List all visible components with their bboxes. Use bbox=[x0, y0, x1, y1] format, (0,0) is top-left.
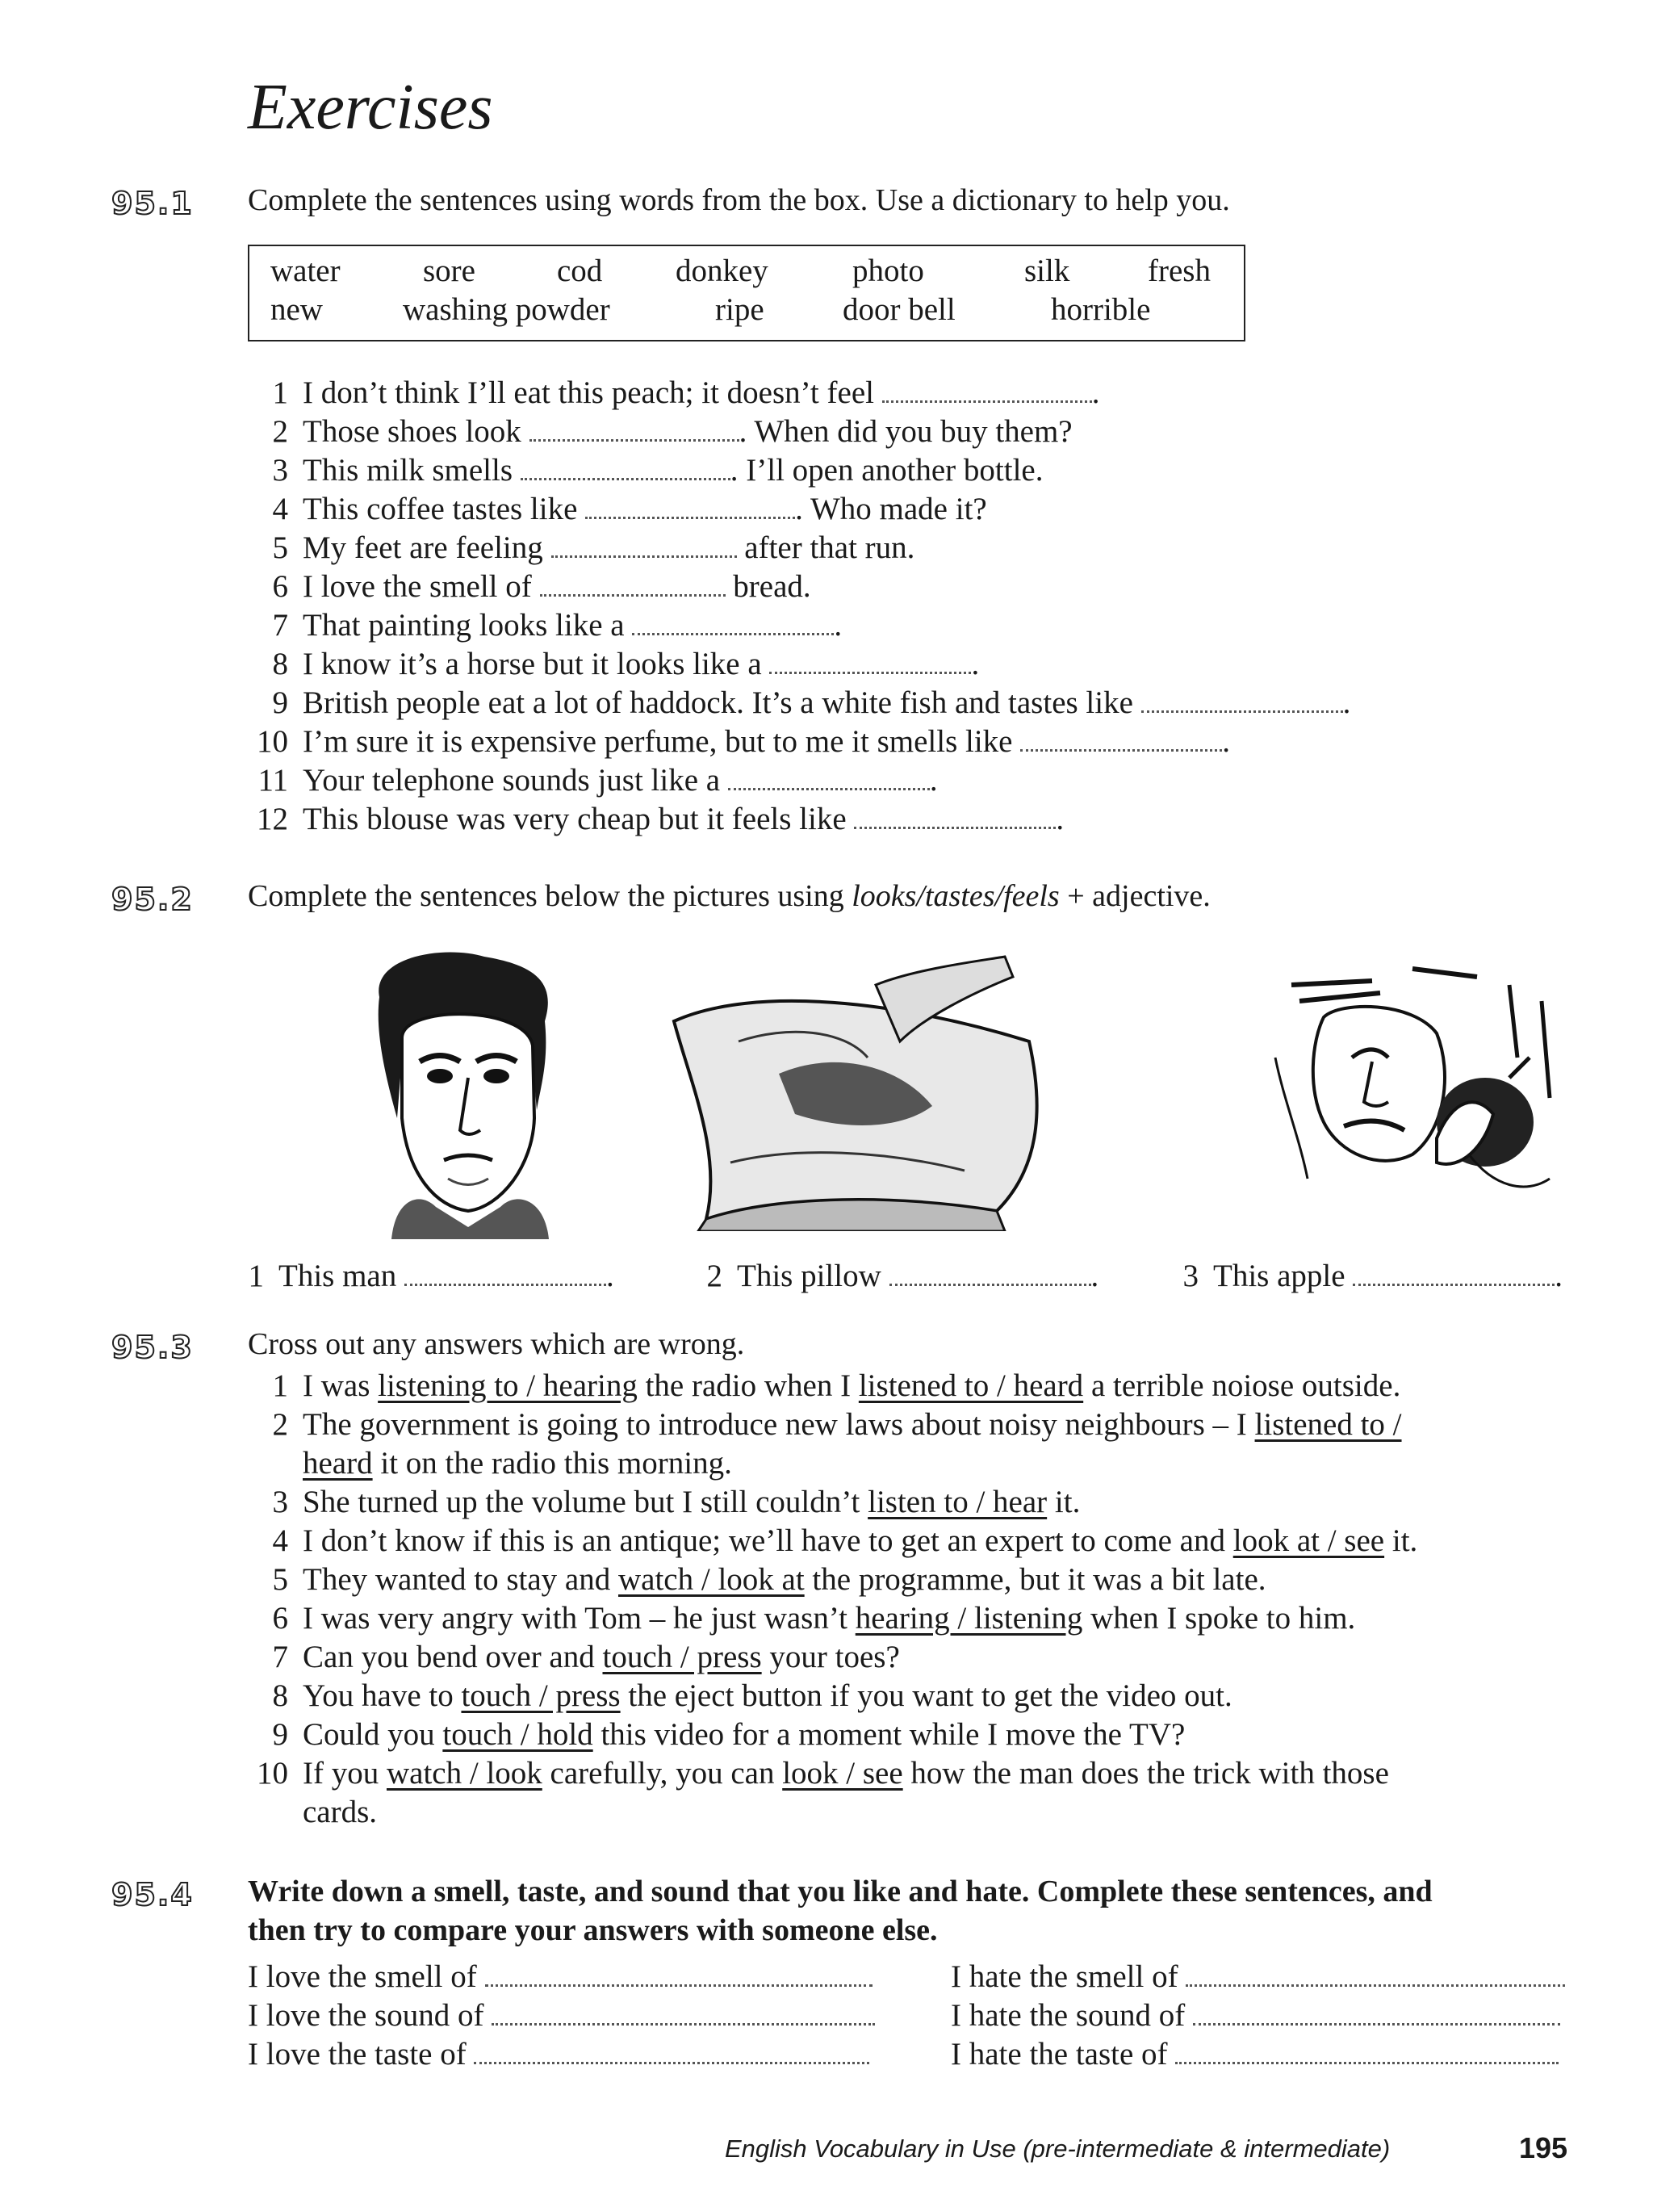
prompt-text: I hate the sound of bbox=[951, 1998, 1186, 2033]
sentence bbox=[248, 491, 987, 527]
answer-blank[interactable] bbox=[529, 433, 739, 442]
love-line bbox=[248, 2036, 869, 2072]
sentence-text: She turned up the volume but I still couldn’t bbox=[303, 1485, 868, 1519]
box-word: cod bbox=[557, 253, 603, 288]
sentence-text: . bbox=[929, 763, 938, 798]
hate-line bbox=[951, 2036, 1559, 2072]
sentence-text: You have to bbox=[303, 1678, 462, 1713]
sentence-number: 8 bbox=[272, 1678, 288, 1713]
exercise-instruction-95-4: Write down a smell, taste, and sound that you like and hate. Complete these sentences, and bbox=[248, 1875, 1433, 1908]
sentence-text: bread. bbox=[733, 569, 811, 604]
sentence-text: If you bbox=[303, 1756, 387, 1791]
sentence-continuation bbox=[248, 1445, 732, 1481]
box-word: door bell bbox=[843, 292, 956, 327]
sentence bbox=[248, 1406, 1402, 1443]
sentence-number: 3 bbox=[272, 453, 288, 488]
box-word: ripe bbox=[715, 292, 764, 327]
answer-choice[interactable]: listened to / bbox=[1254, 1407, 1402, 1442]
sentence-text: . bbox=[1222, 724, 1230, 759]
box-word: fresh bbox=[1148, 253, 1211, 288]
sentence bbox=[248, 685, 1350, 721]
sentence-number: 7 bbox=[272, 608, 288, 643]
page-title: Exercises bbox=[248, 72, 493, 143]
answer-blank[interactable] bbox=[769, 665, 971, 674]
answer-choice[interactable]: touch / press bbox=[602, 1640, 762, 1674]
instruction-text: + adjective. bbox=[1059, 879, 1211, 913]
box-word: silk bbox=[1024, 253, 1070, 288]
sentence-text: I don’t know if this is an antique; we’ll have to get an expert to come and bbox=[303, 1523, 1233, 1558]
sentence bbox=[248, 723, 1230, 760]
sentence-text: British people eat a lot of haddock. It’s a white fish and tastes like bbox=[303, 685, 1133, 720]
answer-choice[interactable]: watch / look at bbox=[617, 1562, 805, 1597]
sentence-text: They wanted to stay and bbox=[303, 1562, 618, 1597]
picture-caption-2 bbox=[706, 1258, 1099, 1294]
answer-choice[interactable]: hearing / listening bbox=[855, 1601, 1083, 1636]
answer-blank[interactable] bbox=[1141, 704, 1343, 713]
answer-choice[interactable]: touch / press bbox=[461, 1678, 621, 1713]
sentence-number: 8 bbox=[272, 647, 288, 681]
sentence-text: the eject button if you want to get the video out. bbox=[620, 1678, 1232, 1713]
sentence-continuation bbox=[248, 1794, 377, 1830]
sentence-text: Could you bbox=[303, 1717, 443, 1752]
hate-line bbox=[951, 1997, 1560, 2034]
box-word: sore bbox=[423, 253, 475, 288]
sentence-text: I’m sure it is expensive perfume, but to me it smells like bbox=[303, 724, 1013, 759]
answer-blank[interactable] bbox=[540, 588, 726, 597]
sentence bbox=[248, 530, 914, 566]
sentence-text: Those shoes look bbox=[303, 414, 521, 449]
sentence bbox=[248, 1600, 1355, 1636]
sentence-number: 3 bbox=[272, 1485, 288, 1519]
sentence-text: This coffee tastes like bbox=[303, 492, 578, 526]
sentence-text: when I spoke to him. bbox=[1082, 1601, 1356, 1636]
prompt-text: I hate the taste of bbox=[951, 2037, 1168, 2072]
sentence-text: I love the smell of bbox=[303, 569, 532, 604]
word-box bbox=[248, 245, 1245, 341]
sentence-number: 10 bbox=[257, 724, 288, 759]
sentence bbox=[248, 1561, 1266, 1598]
apple-taster-illustration bbox=[1251, 936, 1590, 1239]
answer-blank[interactable] bbox=[854, 820, 1056, 829]
sentence-number: 6 bbox=[272, 1601, 288, 1636]
caption-number: 3 bbox=[1182, 1259, 1199, 1293]
answer-blank[interactable] bbox=[1020, 743, 1222, 752]
sentence-text: . I’ll open another bottle. bbox=[730, 453, 1044, 488]
sentence-number: 1 bbox=[272, 1368, 288, 1403]
sentence-text: after that run. bbox=[744, 530, 915, 565]
sentence-text: your toes? bbox=[761, 1640, 900, 1674]
answer-blank[interactable] bbox=[1193, 2017, 1560, 2026]
answer-choice[interactable]: heard bbox=[303, 1446, 373, 1481]
sentence-text: . bbox=[1091, 375, 1100, 410]
answer-blank[interactable] bbox=[728, 781, 930, 790]
sentence-text: Your telephone sounds just like a bbox=[303, 763, 721, 798]
sentence bbox=[248, 1639, 900, 1675]
box-word: water bbox=[270, 253, 341, 288]
sentence-number: 2 bbox=[272, 414, 288, 449]
exercise-instruction-95-4-cont: then try to compare your answers with someone else. bbox=[248, 1913, 938, 1947]
box-word: donkey bbox=[676, 253, 768, 288]
caption-number: 2 bbox=[706, 1259, 722, 1293]
sentence-text: this video for a moment while I move the TV? bbox=[592, 1717, 1186, 1752]
book-title-footer: English Vocabulary in Use (pre-intermediate & intermediate) bbox=[725, 2134, 1391, 2163]
answer-choice[interactable]: look at / see bbox=[1232, 1523, 1385, 1558]
sentence-text: the radio when I bbox=[637, 1368, 859, 1403]
answer-blank[interactable] bbox=[474, 2055, 869, 2064]
instruction-emphasis: looks/tastes/feels bbox=[852, 879, 1060, 913]
answer-blank[interactable] bbox=[1186, 1978, 1565, 1987]
answer-choice[interactable]: listened to / heard bbox=[858, 1368, 1084, 1403]
sentence bbox=[248, 1678, 1232, 1714]
prompt-text: I hate the smell of bbox=[951, 1959, 1178, 1994]
sentence bbox=[248, 413, 1073, 450]
sentence bbox=[248, 646, 979, 682]
instruction-text: Complete the sentences below the pictures using bbox=[248, 879, 852, 913]
caption-text: . bbox=[1090, 1259, 1099, 1293]
sentence bbox=[248, 452, 1043, 488]
sentence bbox=[248, 1716, 1185, 1753]
sentence-text: . When did you buy them? bbox=[739, 414, 1073, 449]
answer-blank[interactable] bbox=[492, 2017, 875, 2026]
exercise-instruction-95-1: Complete the sentences using words from the box. Use a dictionary to help you. bbox=[248, 183, 1230, 217]
answer-blank[interactable] bbox=[1175, 2055, 1559, 2064]
sentence-number: 2 bbox=[272, 1407, 288, 1442]
answer-blank[interactable] bbox=[585, 510, 795, 519]
sentence-number: 9 bbox=[272, 685, 288, 720]
sentence bbox=[248, 1484, 1080, 1520]
answer-choice[interactable]: watch / look bbox=[386, 1756, 542, 1791]
box-word: photo bbox=[852, 253, 924, 288]
sentence-text: it on the radio this morning. bbox=[372, 1446, 732, 1481]
exercise-instruction-95-2 bbox=[248, 878, 1211, 914]
sentence-text: I was very angry with Tom – he just wasn’t bbox=[303, 1601, 856, 1636]
answer-blank[interactable] bbox=[551, 549, 737, 558]
exercise-number-95-3: 95.3 bbox=[111, 1330, 194, 1365]
sentence-text: The government is going to introduce new laws about noisy neighbours – I bbox=[303, 1407, 1255, 1442]
picture-caption-3 bbox=[1182, 1258, 1563, 1294]
prompt-text: I love the smell of bbox=[248, 1959, 477, 1994]
sentence-number: 5 bbox=[272, 1562, 288, 1597]
sentence-text: That painting looks like a bbox=[303, 608, 625, 643]
answer-blank[interactable] bbox=[521, 471, 730, 480]
answer-choice[interactable]: listen to / hear bbox=[868, 1485, 1048, 1519]
sentence-text: the programme, but it was a bit late. bbox=[804, 1562, 1266, 1597]
sentence bbox=[248, 568, 811, 605]
sentence-text: it. bbox=[1384, 1523, 1418, 1558]
sentence bbox=[248, 1368, 1400, 1404]
prompt-text: I love the sound of bbox=[248, 1998, 484, 2033]
sentence-text: it. bbox=[1047, 1485, 1081, 1519]
sentence bbox=[248, 1523, 1417, 1559]
sentence-text: This blouse was very cheap but it feels like bbox=[303, 802, 847, 836]
sentence-number: 7 bbox=[272, 1640, 288, 1674]
pillow-illustration bbox=[658, 953, 1078, 1231]
sentence-text: . bbox=[834, 608, 843, 643]
love-line bbox=[248, 1959, 873, 1995]
sentence-number: 12 bbox=[257, 802, 288, 836]
sentence-text: . bbox=[1056, 802, 1065, 836]
answer-blank[interactable] bbox=[632, 626, 834, 635]
sentence-text: I was bbox=[303, 1368, 379, 1403]
sentence bbox=[248, 1755, 1389, 1791]
sentence-number: 5 bbox=[272, 530, 288, 565]
sentence-text: . bbox=[971, 647, 980, 681]
sentence-text: cards. bbox=[303, 1795, 378, 1829]
answer-blank[interactable] bbox=[404, 1277, 606, 1286]
page-number: 195 bbox=[1519, 2131, 1568, 2164]
sentence-text: Can you bend over and bbox=[303, 1640, 603, 1674]
answer-blank[interactable] bbox=[1353, 1277, 1555, 1286]
caption-text: This apple bbox=[1213, 1259, 1345, 1293]
answer-choice[interactable]: listening to / hearing bbox=[378, 1368, 638, 1403]
man-face-illustration bbox=[347, 949, 589, 1239]
answer-blank[interactable] bbox=[882, 394, 1092, 403]
sentence-text: My feet are feeling bbox=[303, 530, 543, 565]
sentence bbox=[248, 801, 1064, 837]
caption-number: 1 bbox=[248, 1259, 264, 1293]
sentence-text: carefully, you can bbox=[542, 1756, 783, 1791]
exercise-number-95-4: 95.4 bbox=[111, 1877, 194, 1912]
hate-line bbox=[951, 1959, 1565, 1995]
sentence-text: how the man does the trick with those bbox=[902, 1756, 1389, 1791]
sentence-text: a terrible noiose outside. bbox=[1083, 1368, 1401, 1403]
sentence-number: 6 bbox=[272, 569, 288, 604]
sentence-number: 10 bbox=[257, 1756, 288, 1791]
exercise-number-95-2: 95.2 bbox=[111, 882, 194, 917]
caption-text: . bbox=[1555, 1259, 1563, 1293]
sentence bbox=[248, 607, 842, 643]
caption-text: This man bbox=[278, 1259, 397, 1293]
sentence-number: 11 bbox=[257, 763, 288, 798]
box-word: washing powder bbox=[403, 292, 610, 327]
caption-text: This pillow bbox=[737, 1259, 881, 1293]
caption-text: . bbox=[605, 1259, 614, 1293]
sentence bbox=[248, 762, 938, 798]
sentence-text: This milk smells bbox=[303, 453, 513, 488]
sentence-number: 1 bbox=[272, 375, 288, 410]
answer-blank[interactable] bbox=[889, 1277, 1091, 1286]
sentence-text: . Who made it? bbox=[795, 492, 987, 526]
sentence-text: . bbox=[1342, 685, 1351, 720]
box-word: new bbox=[270, 292, 323, 327]
answer-blank[interactable] bbox=[485, 1978, 873, 1987]
prompt-text: I love the taste of bbox=[248, 2037, 467, 2072]
picture-caption-1 bbox=[248, 1258, 614, 1294]
sentence bbox=[248, 375, 1099, 411]
exercise-number-95-1: 95.1 bbox=[111, 186, 194, 221]
love-line bbox=[248, 1997, 875, 2034]
sentence-text: I know it’s a horse but it looks like a bbox=[303, 647, 762, 681]
sentence-number: 9 bbox=[272, 1717, 288, 1752]
sentence-text: I don’t think I’ll eat this peach; it doesn’t feel bbox=[303, 375, 874, 410]
answer-choice[interactable]: look / see bbox=[782, 1756, 903, 1791]
answer-choice[interactable]: touch / hold bbox=[442, 1717, 593, 1752]
sentence-number: 4 bbox=[272, 492, 288, 526]
box-word: horrible bbox=[1051, 292, 1151, 327]
sentence-number: 4 bbox=[272, 1523, 288, 1558]
exercise-instruction-95-3: Cross out any answers which are wrong. bbox=[248, 1327, 745, 1361]
